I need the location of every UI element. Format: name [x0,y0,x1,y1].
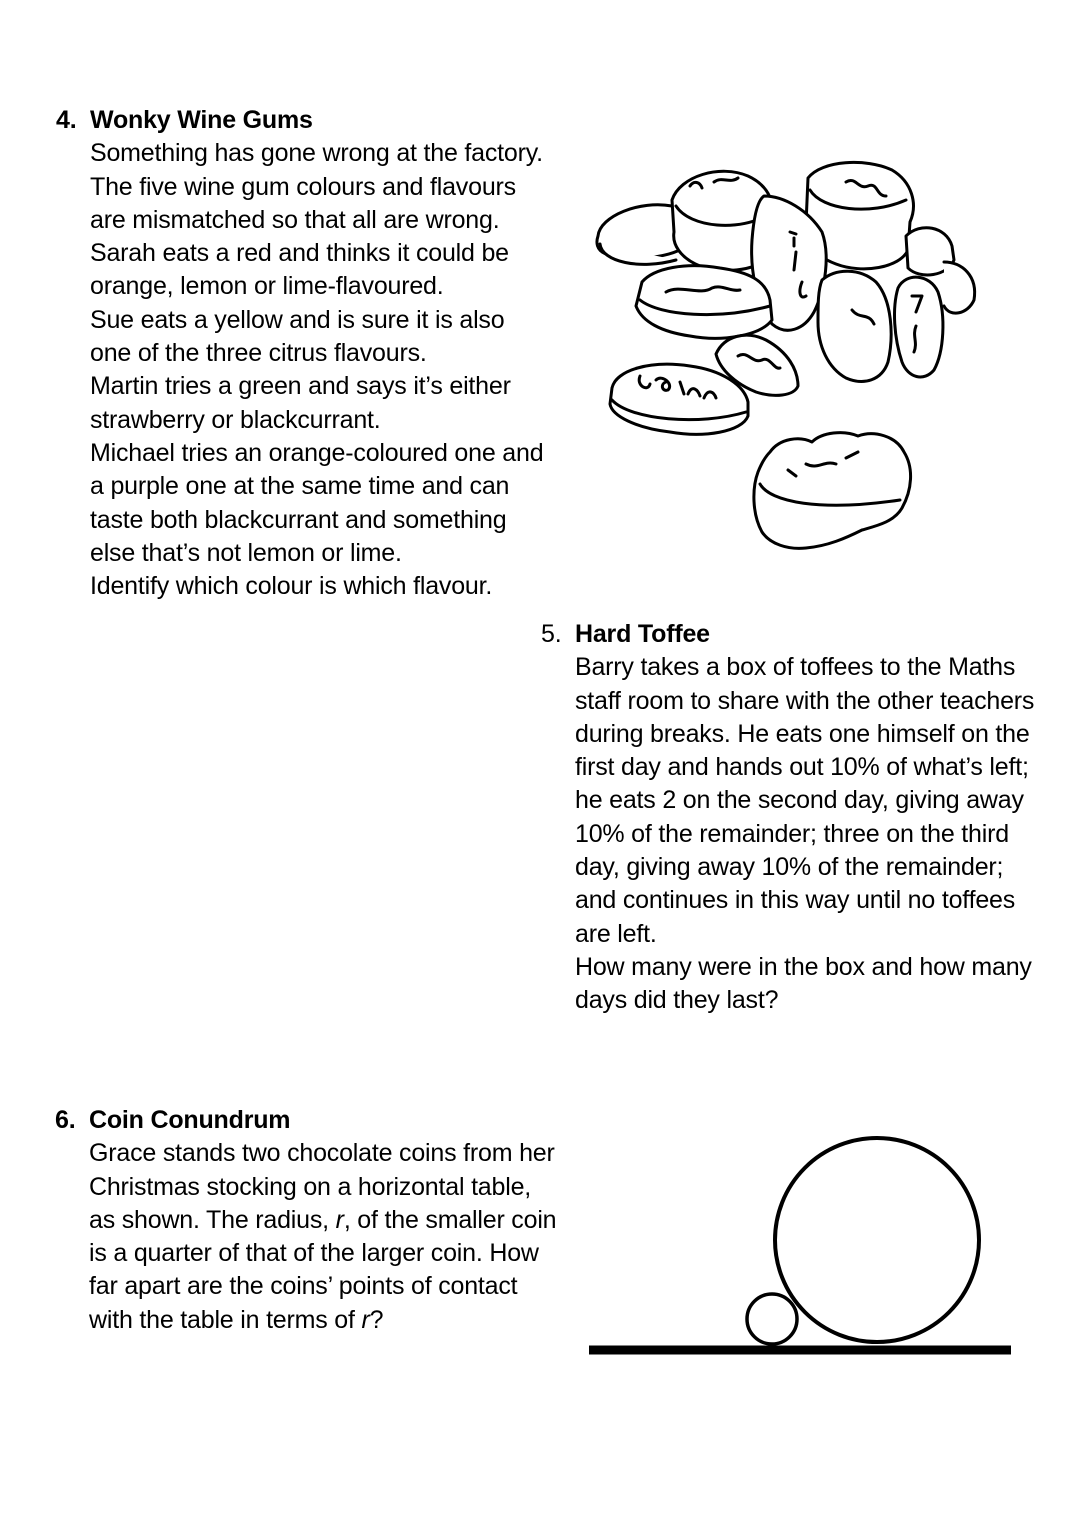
large-coin [775,1138,979,1342]
problem-4-line: The five wine gum colours and flavours [90,172,516,201]
problem-4-title: Wonky Wine Gums [90,106,313,134]
problem-6-line [89,1304,556,1337]
problem-5-line: day, giving away 10% of the remainder; [575,853,1004,882]
problem-4-line: Sarah eats a red and thinks it could be [90,239,509,268]
problem-4-number: 4. [56,106,77,134]
problem-5-title: Hard Toffee [575,620,710,648]
problem-6-line: Grace stands two chocolate coins from her [89,1139,555,1168]
problem-5-line: 10% of the remainder; three on the third [575,819,1009,848]
problem-4-line: Sue eats a yellow and is sure it is also [90,305,505,334]
coins-diagram-icon [585,1130,1015,1360]
problem-6-heading [55,1104,556,1137]
problem-4-line: taste both blackcurrant and something [90,505,507,534]
problem-4-line: Michael tries an orange-coloured one and [90,438,544,467]
problem-4-line: a purple one at the same time and can [90,472,510,501]
problem-4-line: are mismatched so that all are wrong. [90,205,500,234]
problem-5-heading [541,618,1034,651]
problem-4-line: Something has gone wrong at the factory. [90,139,543,168]
problem-5-line: are left. [575,919,657,948]
problem-6-line: far apart are the coins’ points of contact [89,1272,518,1301]
problem-5-line: he eats 2 on the second day, giving away [575,786,1024,815]
problem-4-line: one of the three citrus flavours. [90,339,427,368]
problem-4-line: else that’s not lemon or lime. [90,538,402,567]
problem-6-line: Christmas stocking on a horizontal table, [89,1172,532,1201]
problem-4-line: Martin tries a green and says it’s either [90,372,511,401]
problem-4-heading [56,104,543,137]
problem-6-line-part: as shown. The radius, [89,1205,336,1234]
problem-6-line [89,1204,556,1237]
radius-variable: r [361,1305,370,1334]
problem-5-line: Barry takes a box of toffees to the Maths [575,653,1016,682]
radius-variable: r [335,1205,344,1234]
problem-5-line: during breaks. He eats one himself on the [575,719,1030,748]
problem-5-line: staff room to share with the other teachers [575,686,1035,715]
problem-6-number: 6. [55,1106,76,1134]
problem-5 [541,618,1035,1018]
problem-6 [55,1104,557,1337]
problem-4 [56,104,544,603]
problem-4-line: strawberry or blackcurrant. [90,405,381,434]
problem-4-line: Identify which colour is which flavour. [90,572,493,601]
problem-5-line: first day and hands out 10% of what’s left; [575,753,1029,782]
problem-6-title: Coin Conundrum [89,1106,291,1134]
small-coin [747,1294,797,1344]
problem-6-line-part: , of the smaller coin [343,1205,557,1234]
problem-6-line-part: ? [369,1305,384,1334]
problem-4-line: orange, lemon or lime-flavoured. [90,272,444,301]
problem-6-line: is a quarter of that of the larger coin. How [89,1239,539,1268]
problem-5-number: 5. [541,620,562,648]
problem-5-line: How many were in the box and how many [575,952,1032,981]
problem-6-line-part: with the table in terms of [89,1305,362,1334]
problem-5-line: and continues in this way until no toffees [575,886,1016,915]
problem-5-line: days did they last? [575,986,779,1015]
wine-gums-sketch-icon [588,150,988,560]
